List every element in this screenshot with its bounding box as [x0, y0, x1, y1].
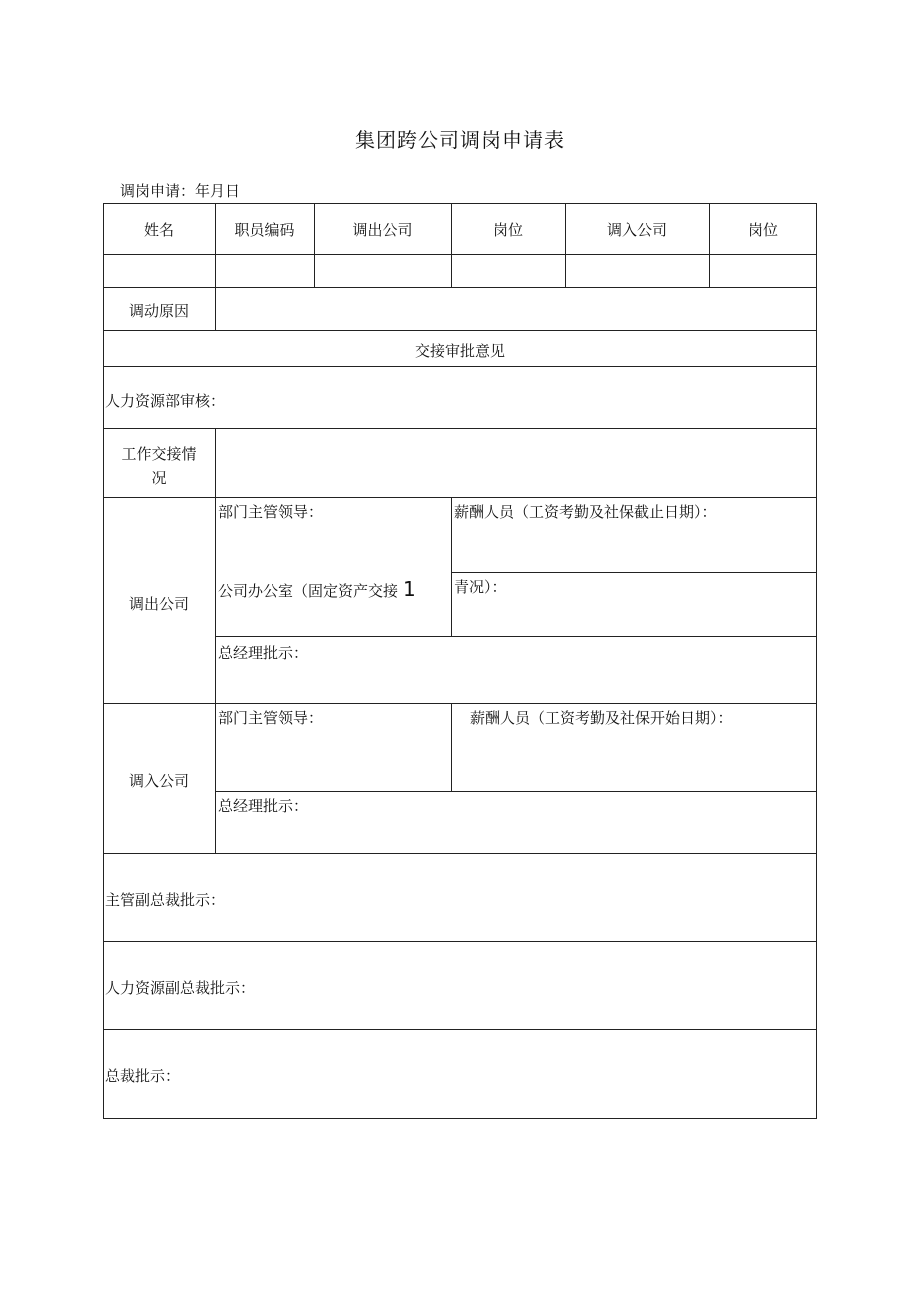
- header-in-company: 调入公司: [606, 221, 667, 239]
- row-divider: [103, 853, 817, 854]
- row-divider: [103, 1029, 817, 1030]
- handover-section-title: 交接审批意见: [414, 342, 505, 360]
- header-employee-id: 职员编码: [234, 221, 295, 239]
- office-label: [218, 577, 416, 601]
- row-divider: [103, 287, 817, 288]
- row-divider: [103, 366, 817, 367]
- col-divider: [565, 203, 566, 287]
- col-divider: [709, 203, 710, 287]
- office-label-number: 1: [403, 577, 416, 601]
- row-divider: [103, 703, 817, 704]
- row-divider: [103, 941, 817, 942]
- out-dept-leader-label: 部门主管领导：: [218, 503, 324, 521]
- in-company-label: 调入公司: [128, 772, 189, 790]
- header-name: 姓名: [143, 221, 174, 239]
- office-label-text: 公司办公室（固定资产交接: [218, 582, 399, 600]
- col-divider: [215, 287, 216, 330]
- office-label-continued: 青况）：: [454, 578, 507, 596]
- application-date-label: 调岗申请：年月日: [120, 182, 241, 200]
- reason-label: 调动原因: [128, 302, 189, 320]
- row-divider: [103, 330, 817, 331]
- row-divider: [103, 497, 817, 498]
- out-payroll-label: 薪酬人员（工资考勤及社保截止日期）：: [454, 503, 717, 521]
- row-divider: [103, 428, 817, 429]
- hr-vp-approval-label: 人力资源副总裁批示：: [105, 979, 256, 997]
- hr-review-label: 人力资源部审核：: [105, 392, 226, 410]
- president-approval-label: 总裁批示：: [105, 1067, 181, 1085]
- col-divider: [314, 203, 315, 287]
- in-payroll-label: 薪酬人员（工资考勤及社保开始日期）：: [470, 709, 733, 727]
- row-divider: [215, 636, 817, 637]
- form-title: 集团跨公司调岗申请表: [355, 128, 565, 152]
- col-divider: [451, 703, 452, 791]
- header-position: 岗位: [492, 221, 523, 239]
- header-out-company: 调出公司: [352, 221, 413, 239]
- out-gm-label: 总经理批示：: [218, 644, 309, 662]
- work-handover-label-line2: 况: [151, 469, 167, 487]
- row-divider: [451, 572, 817, 573]
- work-handover-label-line1: 工作交接情: [121, 445, 197, 463]
- col-divider: [215, 203, 216, 287]
- vp-approval-label: 主管副总裁批示：: [105, 891, 226, 909]
- col-divider: [215, 428, 216, 853]
- col-divider: [451, 203, 452, 287]
- out-company-label: 调出公司: [128, 595, 189, 613]
- header-new-position: 岗位: [747, 221, 778, 239]
- row-divider: [215, 791, 817, 792]
- in-gm-label: 总经理批示：: [218, 797, 309, 815]
- col-divider: [451, 497, 452, 636]
- in-dept-leader-label: 部门主管领导：: [218, 709, 324, 727]
